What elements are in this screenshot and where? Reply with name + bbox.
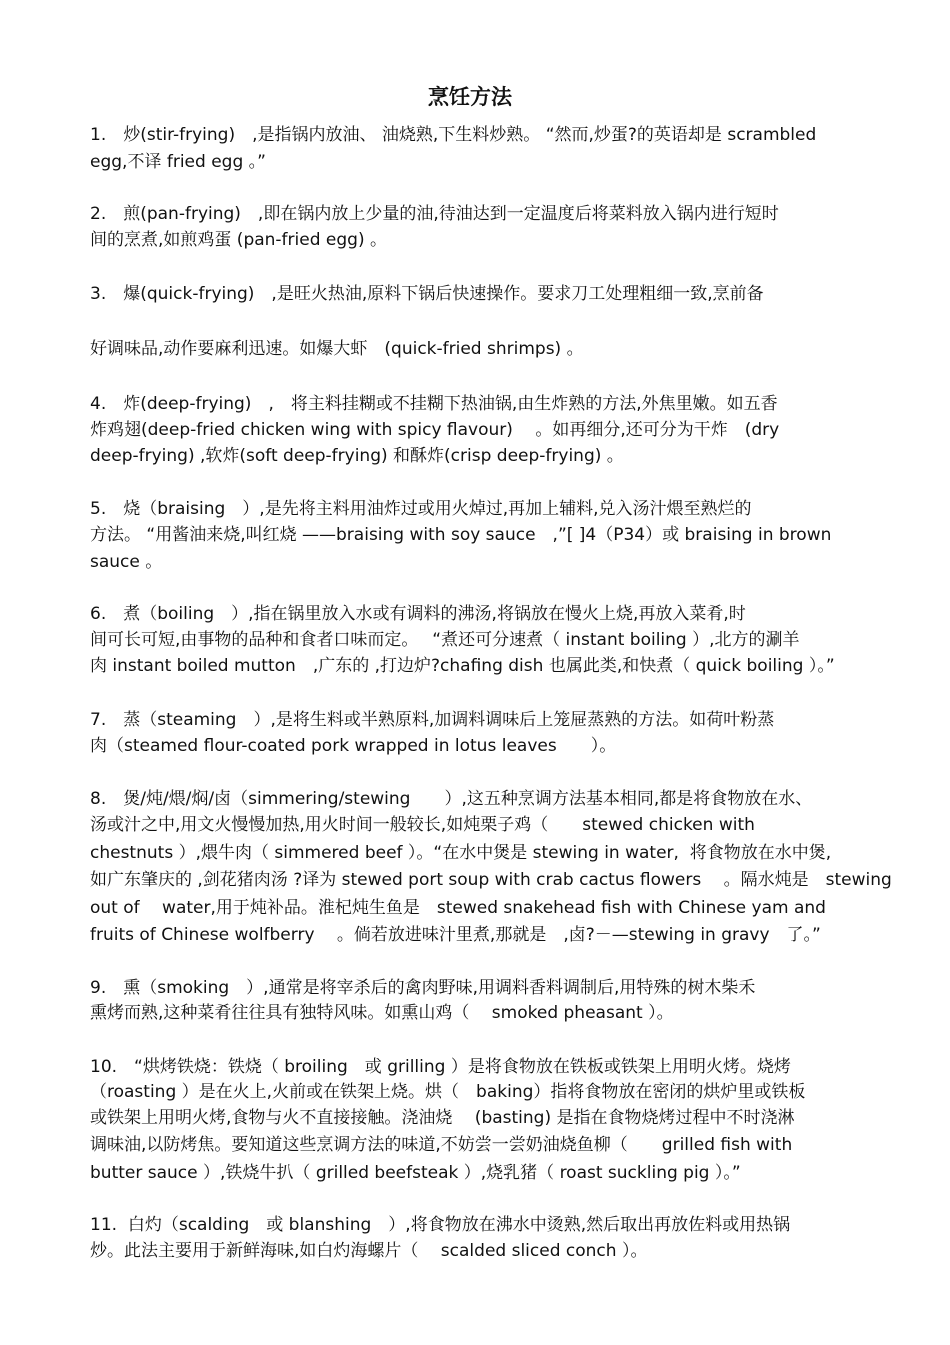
item-8-line-4: 如广东肇庆的 ,剑花猪肉汤 ?译为 stewed port soup with crab cactus flowers 。隔水炖是 stewing (90, 870, 892, 890)
item-4-line-1: 4. 炸(deep-frying) , 将主料挂糊或不挂糊下热油锅,由生炸熟的方法,外焦里嫩。如五香 (90, 394, 778, 414)
item-9-line-2: 熏烤而熟,这种菜肴往往具有独特风味。如熏山鸡（ smoked pheasant ）。 (90, 1003, 674, 1023)
item-10-line-5: butter sauce ）,铁烧牛扒（ grilled beefsteak ）,烧乳猪（ roast suckling pig ）。” (90, 1163, 741, 1183)
item-3-line-2: 好调味品,动作要麻利迅速。如爆大虾 (quick-fried shrimps) 。 (90, 339, 584, 359)
item-10-line-3: 或铁架上用明火烤,食物与火不直接接触。浇油烧 (basting) 是指在食物烧烤过程中不时浇淋 (90, 1108, 795, 1128)
item-8-line-2: 汤或汁之中,用文火慢慢加热,用火时间一般较长,如炖栗子鸡（ stewed chicken with (90, 815, 755, 835)
item-10-line-4: 调味油,以防烤焦。要知道这些烹调方法的味道,不妨尝一尝奶油烧鱼柳（ grilled fish with (90, 1135, 793, 1155)
document-page (90, 0, 920, 1345)
item-5-line-3: sauce 。 (90, 552, 163, 572)
item-6-line-3: 肉 instant boiled mutton ,广东的 ,打边炉?chafing dish 也属此类,和快煮（ quick boiling ）。” (90, 656, 835, 676)
item-11-line-1: 11. 白灼（scalding 或 blanshing ）,将食物放在沸水中烫熟,然后取出再放佐料或用热锅 (90, 1215, 791, 1235)
item-5-line-2: 方法。 “用酱油来烧,叫红烧 ——braising with soy sauce ,”[ ]4（P34）或 braising in brown (90, 525, 832, 545)
item-4-line-2: 炸鸡翅(deep-fried chicken wing with spicy flavour) 。如再细分,还可分为干炸 (dry (90, 420, 780, 440)
item-9-line-1: 9. 熏（smoking ）,通常是将宰杀后的禽肉野味,用调料香料调制后,用特殊的树木柴禾 (90, 978, 756, 998)
item-3-line-1: 3. 爆(quick-frying) ,是旺火热油,原料下锅后快速操作。要求刀工处理粗细一致,烹前备 (90, 284, 764, 304)
item-1-line-1: 1. 炒(stir-frying) ,是指锅内放油、 油烧熟,下生料炒熟。 “然而,炒蛋?的英语却是 scrambled (90, 125, 817, 145)
item-7-line-1: 7. 蒸（steaming ）,是将生料或半熟原料,加调料调味后上笼屉蒸熟的方法。如荷叶粉蒸 (90, 710, 775, 730)
item-6-line-2: 间可长可短,由事物的品种和食者口味而定。 “煮还可分速煮（ instant boiling ）,北方的涮羊 (90, 630, 800, 650)
item-2-line-1: 2. 煎(pan-frying) ,即在锅内放上少量的油,待油达到一定温度后将菜料放入锅内进行短时 (90, 204, 779, 224)
item-7-line-2: 肉（steamed flour-coated pork wrapped in lotus leaves ）。 (90, 736, 617, 756)
item-8-line-6: fruits of Chinese wolfberry 。倘若放进味汁里煮,那就是 ,卤?－—stewing in gravy 了。” (90, 925, 821, 945)
document-title: 烹饪方法 (428, 85, 512, 109)
item-1-line-2: egg,不译 fried egg 。” (90, 152, 266, 172)
item-8-line-3: chestnuts ）,煨牛肉（ simmered beef ）。“在水中煲是 stewing in water, 将食物放在水中煲, (90, 843, 832, 863)
item-2-line-2: 间的烹煮,如煎鸡蛋 (pan-fried egg) 。 (90, 230, 387, 250)
item-10-line-1: 10. “烘烤铁烧：铁烧（ broiling 或 grilling ）是将食物放在铁板或铁架上用明火烤。烧烤 (90, 1057, 791, 1077)
item-6-line-1: 6. 煮（boiling ）,指在锅里放入水或有调料的沸汤,将锅放在慢火上烧,再放入菜肴,时 (90, 604, 746, 624)
item-8-line-1: 8. 煲/炖/煨/焖/卤（simmering/stewing ）,这五种烹调方法基本相同,都是将食物放在水、 (90, 789, 813, 809)
item-10-line-2: （roasting ）是在火上,火前或在铁架上烧。烘（ baking）指将食物放在密闭的烘炉里或铁板 (90, 1082, 806, 1102)
item-5-line-1: 5. 烧（braising ）,是先将主料用油炸过或用火焯过,再加上辅料,兑入汤汁煨至熟烂的 (90, 499, 752, 519)
item-11-line-2: 炒。此法主要用于新鲜海味,如白灼海螺片（ scalded sliced conch ）。 (90, 1241, 648, 1261)
item-8-line-5: out of water,用于炖补品。淮杞炖生鱼是 stewed snakehead fish with Chinese yam and (90, 898, 826, 918)
item-4-line-3: deep-frying) ,软炸(soft deep-frying) 和酥炸(crisp deep-frying) 。 (90, 446, 624, 466)
